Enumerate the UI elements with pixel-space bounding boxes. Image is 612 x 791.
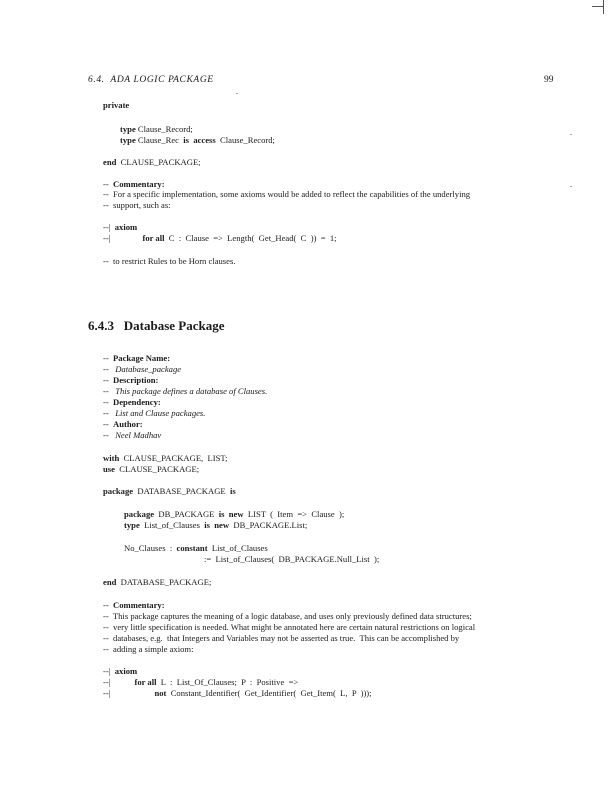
comment-line	[103, 633, 459, 644]
comment-text: This package captures the meaning of a logic database, and uses only previously defined data structures;	[112, 611, 472, 621]
meta-label: Package Name:	[113, 353, 171, 363]
comment-marker: --	[103, 256, 109, 266]
package-line	[103, 486, 236, 497]
comment-title: Commentary:	[113, 600, 165, 610]
speck	[570, 134, 572, 135]
axiom-text: L : List_Of_Clauses; P : Positive =>	[160, 677, 299, 687]
meta-label: Dependency:	[113, 397, 161, 407]
axiom-line	[103, 666, 137, 677]
meta-value: List and Clause packages.	[115, 408, 206, 418]
kw-constant: constant	[176, 543, 208, 553]
comment-marker: --	[103, 375, 109, 385]
axiom-marker: --|	[103, 222, 111, 232]
corner-mark	[603, 0, 604, 14]
kw-not: not	[154, 688, 167, 698]
comment-line	[103, 200, 171, 211]
meta-line	[103, 419, 143, 430]
comment-line	[103, 611, 472, 622]
comment-line	[103, 644, 193, 655]
code-text: No_Clauses :	[124, 543, 173, 553]
code-text: DATABASE_PACKAGE	[137, 486, 226, 496]
axiom-line	[103, 222, 137, 233]
comment-text: support, such as:	[113, 200, 171, 210]
meta-label: Author:	[113, 419, 143, 429]
comment-title: Commentary:	[113, 179, 165, 189]
comment-marker: --	[103, 397, 109, 407]
code-text: List_of_Clauses	[211, 543, 268, 553]
use-line	[103, 464, 199, 475]
kw-for-all: for all	[142, 233, 165, 243]
comment-line	[103, 256, 235, 267]
meta-line	[103, 397, 161, 408]
code-line	[120, 135, 275, 146]
kw-type: type	[120, 124, 136, 134]
meta-line	[103, 364, 181, 375]
section-title: Database Package	[123, 318, 225, 333]
meta-value: Database_package	[115, 364, 182, 374]
running-header: 6.4. ADA LOGIC PACKAGE	[88, 75, 214, 85]
code-text: CLAUSE_PACKAGE;	[120, 157, 201, 167]
code-text: LIST ( Item => Clause );	[247, 509, 345, 519]
code-line	[120, 124, 193, 135]
comment-marker: --	[103, 189, 109, 199]
comment-text: very little specification is needed. What might be annotated here are certain natural restrictions on logical	[113, 622, 476, 632]
comment-marker: --	[103, 200, 109, 210]
kw-use: use	[103, 464, 115, 474]
comment-marker: --	[103, 419, 109, 429]
axiom-marker: --|	[103, 233, 111, 243]
axiom-text: C : Clause => Length( Get_Head( C )) = 1;	[168, 233, 337, 243]
comment-text: For a specific implementation, some axioms would be added to reflect the capabilities of the underlying	[113, 189, 471, 199]
private-keyword: private	[103, 100, 130, 110]
kw-end: end	[103, 577, 117, 587]
code-text: Clause_Rec	[137, 135, 179, 145]
kw-axiom: axiom	[114, 222, 138, 232]
meta-line	[103, 430, 161, 441]
comment-marker: --	[103, 633, 109, 643]
kw-access: access	[193, 135, 216, 145]
kw-end: end	[103, 157, 117, 167]
comment-marker: --	[103, 622, 109, 632]
meta-value: Neel Madhav	[115, 430, 162, 440]
code-line	[124, 509, 344, 520]
axiom-line	[103, 677, 298, 688]
comment-text: databases, e.g. that Integers and Variables may not be asserted as true. This can be accomplished by	[113, 633, 460, 643]
meta-label: Description:	[113, 375, 159, 385]
code-text: DB_PACKAGE	[158, 509, 215, 519]
kw-with: with	[103, 453, 120, 463]
comment-marker: --	[103, 644, 109, 654]
section-number: 6.4.3	[88, 318, 114, 333]
kw-package: package	[124, 509, 155, 519]
code-text: Clause_Record;	[137, 124, 193, 134]
meta-line	[103, 386, 267, 397]
code-text: := List_of_Clauses( DB_PACKAGE.Null_List );	[204, 554, 380, 564]
comment-marker: --	[103, 408, 109, 418]
comment-marker: --	[103, 179, 109, 189]
comment-marker: --	[103, 430, 109, 440]
axiom-marker: --|	[103, 688, 111, 698]
end-line	[103, 157, 201, 168]
kw-new: new	[228, 509, 244, 519]
meta-line	[103, 408, 205, 419]
comment-marker: --	[103, 364, 109, 374]
kw-new: new	[214, 520, 230, 530]
page-number: 99	[544, 75, 554, 85]
comment-marker: --	[103, 600, 109, 610]
comment-text: adding a simple axiom:	[113, 644, 194, 654]
meta-value: This package defines a database of Clauses.	[115, 386, 268, 396]
kw-type: type	[124, 520, 140, 530]
speck	[236, 93, 238, 94]
code-text: CLAUSE_PACKAGE;	[119, 464, 200, 474]
axiom-text: Constant_Identifier( Get_Identifier( Get_Item( L, P )));	[170, 688, 372, 698]
kw-is: is	[204, 520, 210, 530]
end-line	[103, 577, 211, 588]
corner-mark-h	[592, 6, 604, 7]
kw-type: type	[120, 135, 136, 145]
axiom-line	[103, 688, 372, 699]
axiom-marker: --|	[103, 677, 111, 687]
comment-marker: --	[103, 353, 109, 363]
code-line	[124, 520, 307, 531]
comment-marker: --	[103, 386, 109, 396]
code-text: List_of_Clauses	[144, 520, 200, 530]
section-heading	[88, 318, 225, 334]
kw-package: package	[103, 486, 134, 496]
code-text: CLAUSE_PACKAGE, LIST;	[123, 453, 228, 463]
comment-line	[103, 622, 475, 633]
meta-line	[103, 353, 170, 364]
with-line	[103, 453, 228, 464]
kw-for-all: for all	[134, 677, 157, 687]
meta-line	[103, 375, 158, 386]
kw-axiom: axiom	[114, 666, 138, 676]
kw-is: is	[229, 486, 236, 496]
axiom-marker: --|	[103, 666, 111, 676]
comment-marker: --	[103, 611, 109, 621]
kw-is: is	[218, 509, 225, 519]
speck	[570, 186, 572, 187]
kw-is: is	[183, 135, 190, 145]
comment-line	[103, 189, 470, 200]
code-line	[124, 543, 268, 554]
code-text: DB_PACKAGE.List;	[233, 520, 308, 530]
comment-title-line	[103, 600, 165, 611]
code-text: DATABASE_PACKAGE;	[120, 577, 212, 587]
axiom-line	[103, 233, 337, 244]
code-line	[204, 554, 379, 565]
code-text: Clause_Record;	[220, 135, 275, 145]
comment-text: to restrict Rules to be Horn clauses.	[113, 256, 236, 266]
